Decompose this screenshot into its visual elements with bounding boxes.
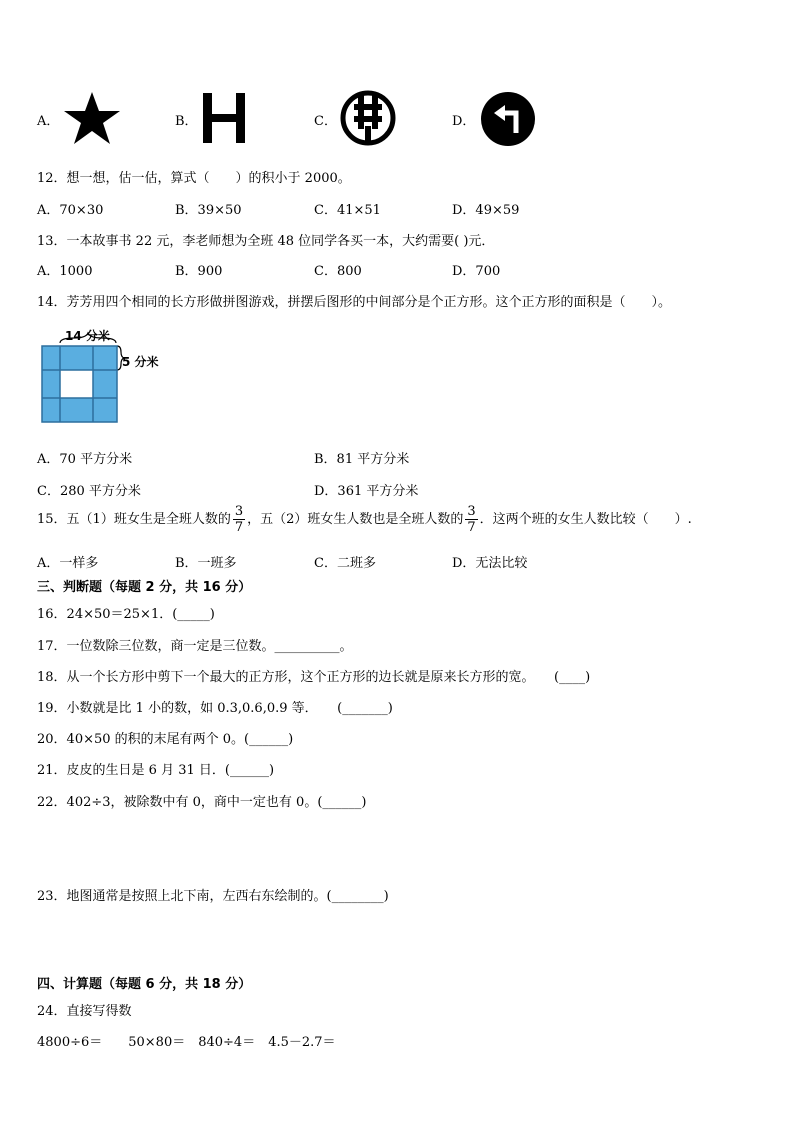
fraction-denominator: 7	[467, 520, 476, 535]
q14-option-a: A．70 平方分米	[37, 452, 133, 467]
question-18: 18．从一个长方形中剪下一个最大的正方形，这个正方形的边长就是原来长方形的宽。 (____)	[37, 670, 591, 685]
question-24-problems: 4800÷6＝ 50×80＝ 840÷4＝ 4.5－2.7＝	[37, 1035, 336, 1050]
question-17: 17．一位数除三位数，商一定是三位数。__________。	[37, 639, 353, 654]
fraction	[465, 504, 477, 535]
question-23: 23．地图通常是按照上北下南，左西右东绘制的。(________)	[37, 889, 389, 904]
question-19: 19．小数就是比 1 小的数，如 0.3,0.6,0.9 等． (_______)	[37, 701, 393, 716]
question-13-text: 13．一本故事书 22 元，李老师想为全班 48 位同学各买一本，大约需要( )元．	[37, 234, 495, 249]
question-14-text: 14．芳芳用四个相同的长方形做拼图游戏，拼摆后图形的中间部分是个正方形。这个正方形的面积是（ ）。	[37, 295, 672, 310]
fraction-numerator: 3	[467, 504, 476, 519]
q13-option-c: C．800	[314, 264, 362, 279]
section-4-heading: 四、计算题（每题 6 分，共 18 分）	[37, 977, 252, 992]
q13-option-a: A．1000	[37, 264, 93, 279]
question-24-title: 24．直接写得数	[37, 1004, 132, 1019]
star-icon	[62, 90, 122, 150]
q14-option-d: D．361 平方分米	[314, 484, 419, 499]
letter-h-icon	[203, 93, 245, 147]
question-21: 21．皮皮的生日是 6 月 31 日．(______)	[37, 763, 275, 778]
q15-text-part1: 15．五（1）班女生是全班人数的	[37, 512, 231, 527]
length-label: 14 分米	[65, 329, 110, 343]
q15-option-d: D．无法比较	[452, 556, 528, 571]
q15-text-part3: ．这两个班的女生人数比较（ ）.	[479, 512, 692, 527]
option-c-label: C．	[314, 114, 337, 129]
fraction-denominator: 7	[234, 520, 244, 535]
q15-option-b: B．一班多	[175, 556, 237, 571]
q13-option-d: D．700	[452, 264, 501, 279]
q15-option-c: C．二班多	[314, 556, 376, 571]
q12-option-d: D．49×59	[452, 203, 520, 218]
bank-logo-icon	[340, 90, 396, 150]
section-3-heading: 三、判断题（每题 2 分，共 16 分）	[37, 580, 252, 595]
question-12-text: 12．想一想，估一估，算式（ ）的积小于 2000。	[37, 171, 351, 186]
q12-option-a: A．70×30	[37, 203, 104, 218]
question-20: 20．40×50 的积的末尾有两个 0。(______)	[37, 732, 294, 747]
question-16: 16．24×50＝25×1．(_____)	[37, 607, 215, 622]
option-a-label: A．	[37, 114, 60, 129]
question-22: 22．402÷3，被除数中有 0，商中一定也有 0。(______)	[37, 795, 367, 810]
option-b-label: B．	[175, 114, 198, 129]
q14-option-c: C．280 平方分米	[37, 484, 141, 499]
q15-text-part2: ，五（2）班女生人数也是全班人数的	[247, 512, 464, 527]
fraction	[233, 504, 245, 535]
option-d-label: D．	[452, 114, 476, 129]
question-15-text	[37, 504, 692, 535]
fraction-numerator: 3	[234, 504, 244, 519]
q14-option-b: B．81 平方分米	[314, 452, 410, 467]
q15-option-a: A．一样多	[37, 556, 99, 571]
left-turn-sign-icon	[480, 91, 536, 151]
q12-option-c: C．41×51	[314, 203, 381, 218]
width-label: 5 分米	[122, 355, 159, 369]
q12-option-b: B．39×50	[175, 203, 242, 218]
rectangle-puzzle-figure	[38, 322, 178, 426]
q13-option-b: B．900	[175, 264, 223, 279]
